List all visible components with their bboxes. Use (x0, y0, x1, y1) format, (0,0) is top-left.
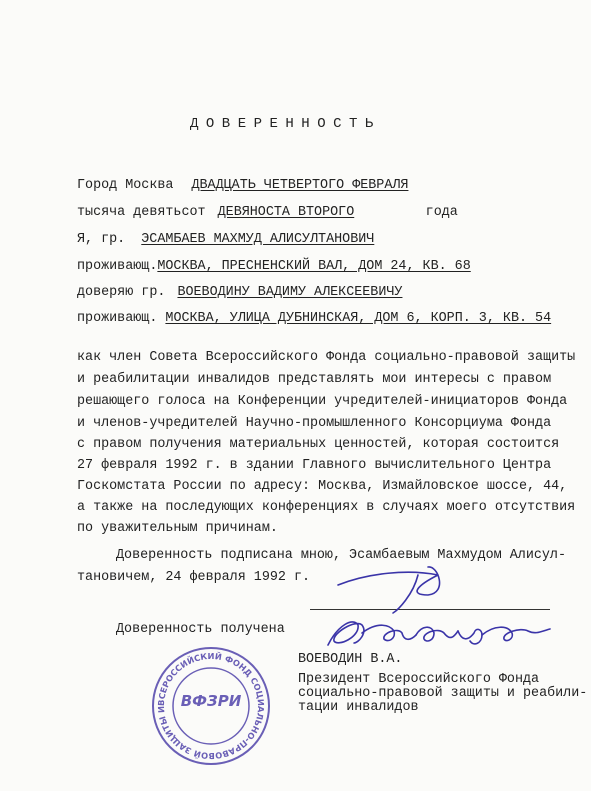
date-value: ДВАДЦАТЬ ЧЕТВЕРТОГО ФЕВРАЛЯ (191, 178, 409, 193)
city-date-line (77, 178, 408, 193)
body-line: решающего голоса на Конференции учредителей-инициаторов Фонда (77, 394, 568, 409)
received-label: Доверенность получена (116, 622, 285, 637)
residing-label-2: проживающ. (77, 311, 158, 326)
signatory-title-line: тации инвалидов (298, 700, 419, 715)
body-line: и реабилитации инвалидов представлять мои интересы с правом (77, 372, 552, 387)
grantor-address-line (77, 259, 471, 274)
body-line: по уважительным причинам. (77, 521, 278, 536)
attorney-line (77, 285, 459, 300)
handwritten-signature (298, 555, 578, 655)
grantor-address: МОСКВА, ПРЕСНЕНСКИЙ ВАЛ, ДОМ 24, КВ. 68 (157, 259, 471, 274)
residing-label: проживающ. (77, 259, 158, 274)
year-value: ДЕВЯНОСТА ВТОРОГО (217, 205, 355, 220)
signatory-title-line: Президент Всероссийского Фонда (298, 672, 540, 687)
signed-line: тановичем, 24 февраля 1992 г. (77, 570, 311, 585)
city-label: Город Москва (77, 178, 174, 193)
grantor-line (77, 232, 431, 247)
signatory-name: ВОЕВОДИН В.А. (298, 652, 403, 667)
year-suffix: года (425, 205, 458, 220)
body-line: а также на последующих конференциях в случаях моего отсутствия (77, 500, 576, 515)
i-label: Я, гр. (77, 232, 126, 247)
organization-stamp (150, 645, 272, 767)
stamp-center-text: ВФЗРИ (180, 692, 242, 710)
attorney-address-line (77, 311, 551, 326)
attorney-name: ВОЕВОДИНУ ВАДИМУ АЛЕКСЕЕВИЧУ (177, 285, 403, 300)
body-line: как член Совета Всероссийского Фонда социально-правовой защиты (77, 350, 576, 365)
year-line (77, 205, 458, 220)
document-title: ДОВЕРЕННОСТЬ (190, 116, 381, 132)
signatory-title-line: социально-правовой защиты и реабили- (298, 686, 588, 701)
body-line: Госкомстата России по адресу: Москва, Измайловское шоссе, 44, (77, 479, 568, 494)
trust-label: доверяю гр. (77, 285, 166, 300)
attorney-address: МОСКВА, УЛИЦА ДУБНИНСКАЯ, ДОМ 6, КОРП. 3, КВ. 54 (165, 311, 552, 326)
year-label: тысяча девятьсот (77, 205, 206, 220)
signed-line: Доверенность подписана мною, Эсамбаевым Махмудом Алисул- (116, 548, 566, 563)
grantor-name: ЭСАМБАЕВ МАХМУД АЛИСУЛТАНОВИЧ (141, 232, 375, 247)
body-line: с правом получения материальных ценностей, которая состоится (77, 437, 560, 452)
stamp-ring-text: ВСЕРОССИЙСКИЙ ФОНД СОЦИАЛЬНО-ПРАВОВОЙ ЗАЩИТЫ И (155, 650, 267, 762)
body-line: 27 февраля 1992 г. в здании Главного вычислительного Центра (77, 458, 552, 473)
body-line: и членов-учредителей Научно-промышленного Консорциума Фонда (77, 416, 552, 431)
